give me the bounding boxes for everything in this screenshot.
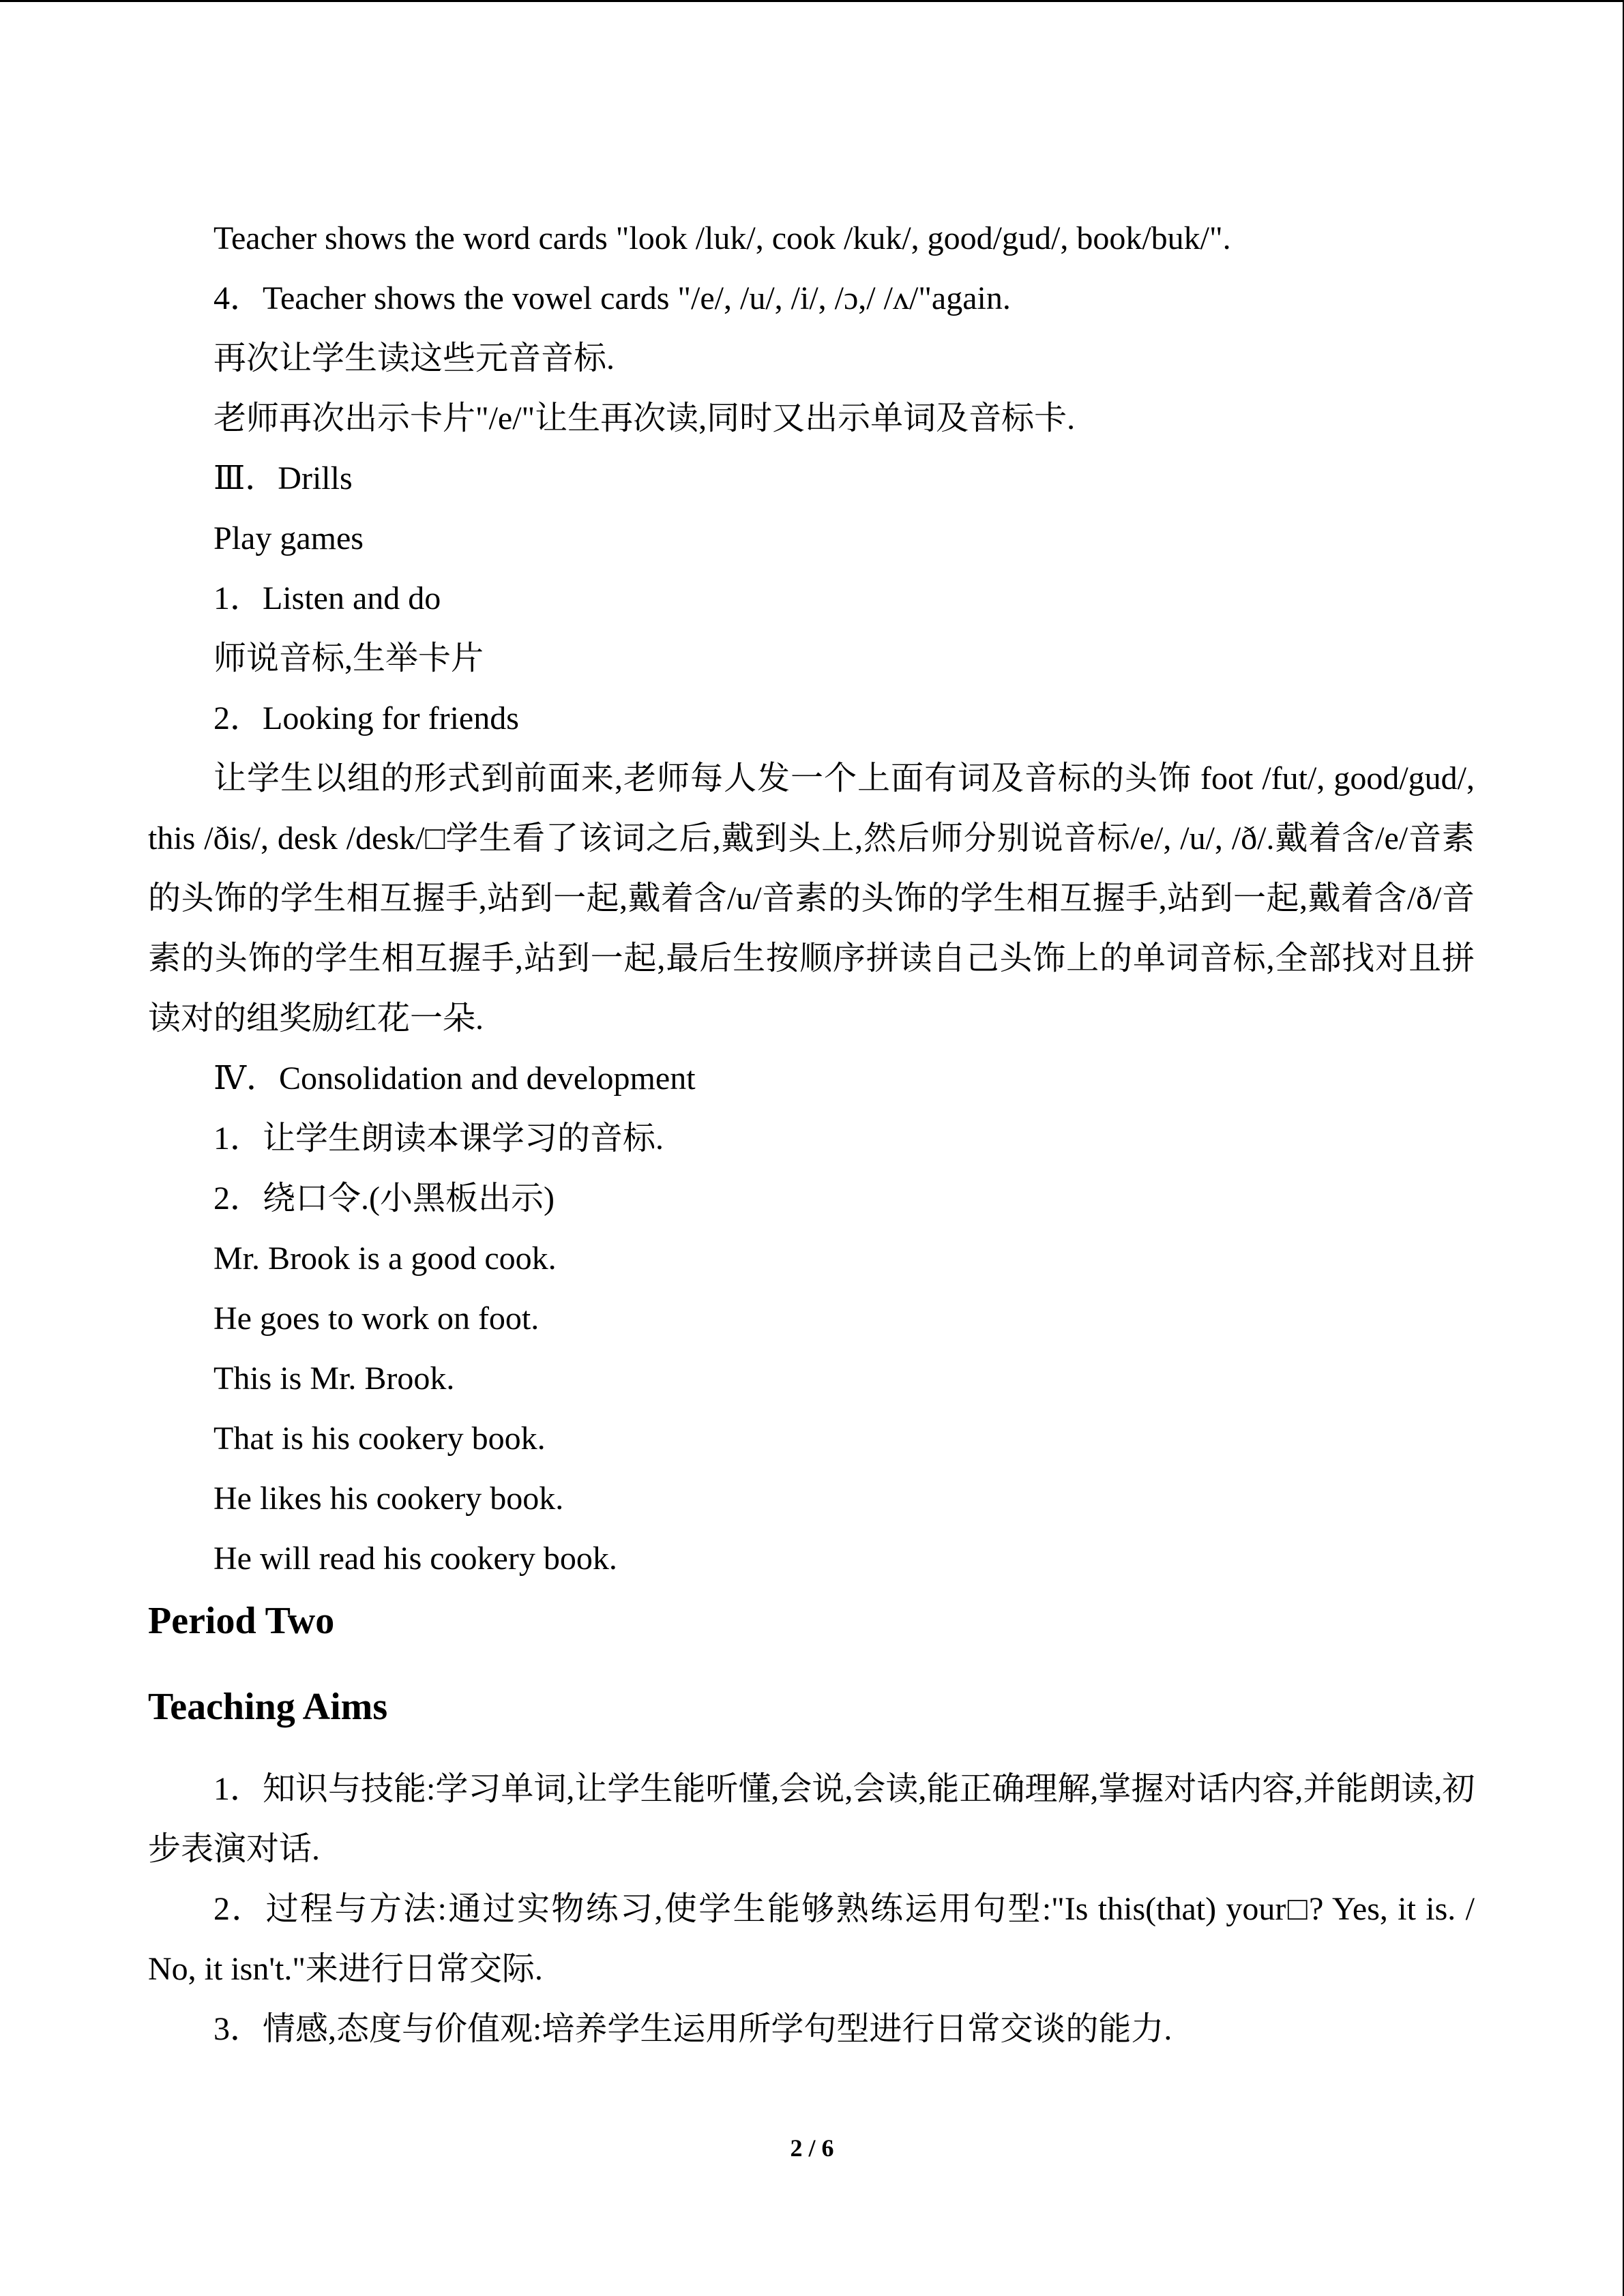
tongue-twister-line: He likes his cookery book. — [213, 1480, 564, 1517]
list-item: 2．绕口令.(小黑板出示) — [213, 1180, 555, 1217]
list-item: 1．让学生朗读本课学习的音标. — [213, 1120, 664, 1157]
body-line: Teacher shows the word cards "look /luk/, cook /kuk/, good/gud/, book/buk/". — [213, 220, 1231, 256]
aim-item-line: 3．情感,态度与价值观:培养学生运用所学句型进行日常交谈的能力. — [213, 2011, 1172, 2047]
paragraph-line: 素的头饰的学生相互握手,站到一起,最后生按顺序拼读自己头饰上的单词音标,全部找对且拼 — [148, 940, 1475, 976]
game-description: 师说音标,生举卡片 — [213, 640, 484, 676]
body-line: 再次让学生读这些元音音标. — [213, 340, 615, 376]
subheading-play-games: Play games — [213, 520, 364, 556]
tongue-twister-line: He goes to work on foot. — [213, 1300, 540, 1337]
paragraph-line: this /ðis/, desk /desk/□学生看了该词之后,戴到头上,然后师分别说音标/e/, /u/, /ð/.戴着含/e/音素 — [148, 820, 1475, 856]
paragraph-line: 的头饰的学生相互握手,站到一起,戴着含/u/音素的头饰的学生相互握手,站到一起,戴着含/ð/音 — [148, 880, 1475, 916]
aim-item-line: 步表演对话. — [148, 1831, 321, 1867]
aim-item-line: No, it isn't."来进行日常交际. — [148, 1951, 543, 1987]
section-heading-consolidation: Ⅳ．Consolidation and development — [213, 1060, 696, 1097]
page-border-top — [0, 0, 1624, 2]
page-number: 2 / 6 — [790, 2134, 834, 2162]
period-title: Period Two — [148, 1600, 335, 1642]
aim-item-line: 1．知识与技能:学习单词,让学生能听懂,会说,会读,能正确理解,掌握对话内容,并能朗读,初 — [213, 1771, 1475, 1807]
tongue-twister-line: He will read his cookery book. — [213, 1540, 617, 1577]
game-title: 1．Listen and do — [213, 580, 441, 616]
body-line: 4．Teacher shows the vowel cards "/e/, /u/, /i/, /ɔ,/ /ʌ/"again. — [213, 280, 1011, 316]
game-title: 2．Looking for friends — [213, 700, 519, 736]
tongue-twister-line: This is Mr. Brook. — [213, 1360, 455, 1397]
body-line: 老师再次出示卡片"/e/"让生再次读,同时又出示单词及音标卡. — [213, 400, 1076, 436]
section-heading-drills: Ⅲ．Drills — [213, 460, 353, 496]
lesson-steps — [148, 209, 1475, 1589]
teaching-aims-list — [148, 1759, 1475, 2059]
tongue-twister-line: That is his cookery book. — [213, 1420, 546, 1457]
teaching-aims-heading: Teaching Aims — [148, 1686, 388, 1728]
tongue-twister-line: Mr. Brook is a good cook. — [213, 1240, 557, 1277]
paragraph-line: 让学生以组的形式到前面来,老师每人发一个上面有词及音标的头饰 foot /fut/, good/gud/, — [213, 760, 1475, 796]
aim-item-line: 2．过程与方法:通过实物练习,使学生能够熟练运用句型:"Is this(that) your□? Yes, it is. / — [213, 1891, 1475, 1927]
paragraph-line: 读对的组奖励红花一朵. — [148, 1000, 484, 1037]
